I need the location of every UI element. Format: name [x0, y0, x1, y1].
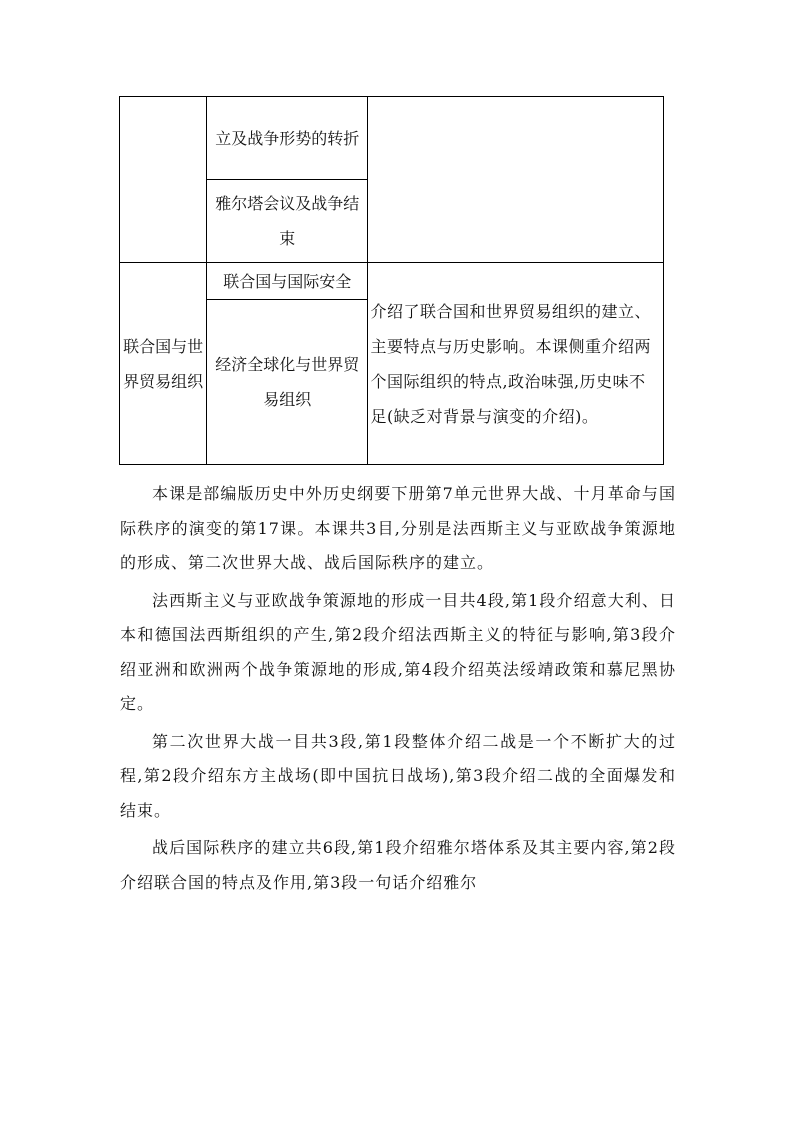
course-outline-table: [119, 96, 664, 465]
table-cell-description: [368, 97, 664, 263]
table-cell-description: 介绍了联合国和世界贸易组织的建立、主要特点与历史影响。本课侧重介绍两个国际组织的特点,政治味强,历史味不足(缺乏对背景与演变的介绍)。: [368, 263, 664, 465]
table-cell-subsection: 经济全球化与世界贸易组织: [207, 300, 368, 465]
body-text: [120, 477, 676, 903]
paragraph: 法西斯主义与亚欧战争策源地的形成一目共4段,第1段介绍意大利、日本和德国法西斯组织的产生,第2段介绍法西斯主义的特征与影响,第3段介绍亚洲和欧洲两个战争策源地的形成,第4段介绍英法绥靖政策和慕尼黑协定。: [120, 590, 676, 713]
table-row: [120, 263, 664, 300]
table-cell-subsection: 联合国与国际安全: [207, 263, 368, 300]
paragraph: 战后国际秩序的建立共6段,第1段介绍雅尔塔体系及其主要内容,第2段介绍联合国的特点及作用,第3段一句话介绍雅尔: [120, 838, 676, 892]
table-row: [120, 97, 664, 180]
table-cell-section: 联合国与世界贸易组织: [120, 263, 207, 465]
table-cell-subsection: 立及战争形势的转折: [207, 97, 368, 180]
paragraph: 第二次世界大战一目共3段,第1段整体介绍二战是一个不断扩大的过程,第2段介绍东方主战场(即中国抗日战场),第3段介绍二战的全面爆发和结束。: [120, 731, 676, 820]
table-cell-subsection: 雅尔塔会议及战争结束: [207, 180, 368, 263]
paragraph: 本课是部编版历史中外历史纲要下册第7单元世界大战、十月革命与国际秩序的演变的第17课。本课共3目,分别是法西斯主义与亚欧战争策源地的形成、第二次世界大战、战后国际秩序的建立。: [120, 484, 676, 572]
table-cell-empty: [120, 97, 207, 263]
